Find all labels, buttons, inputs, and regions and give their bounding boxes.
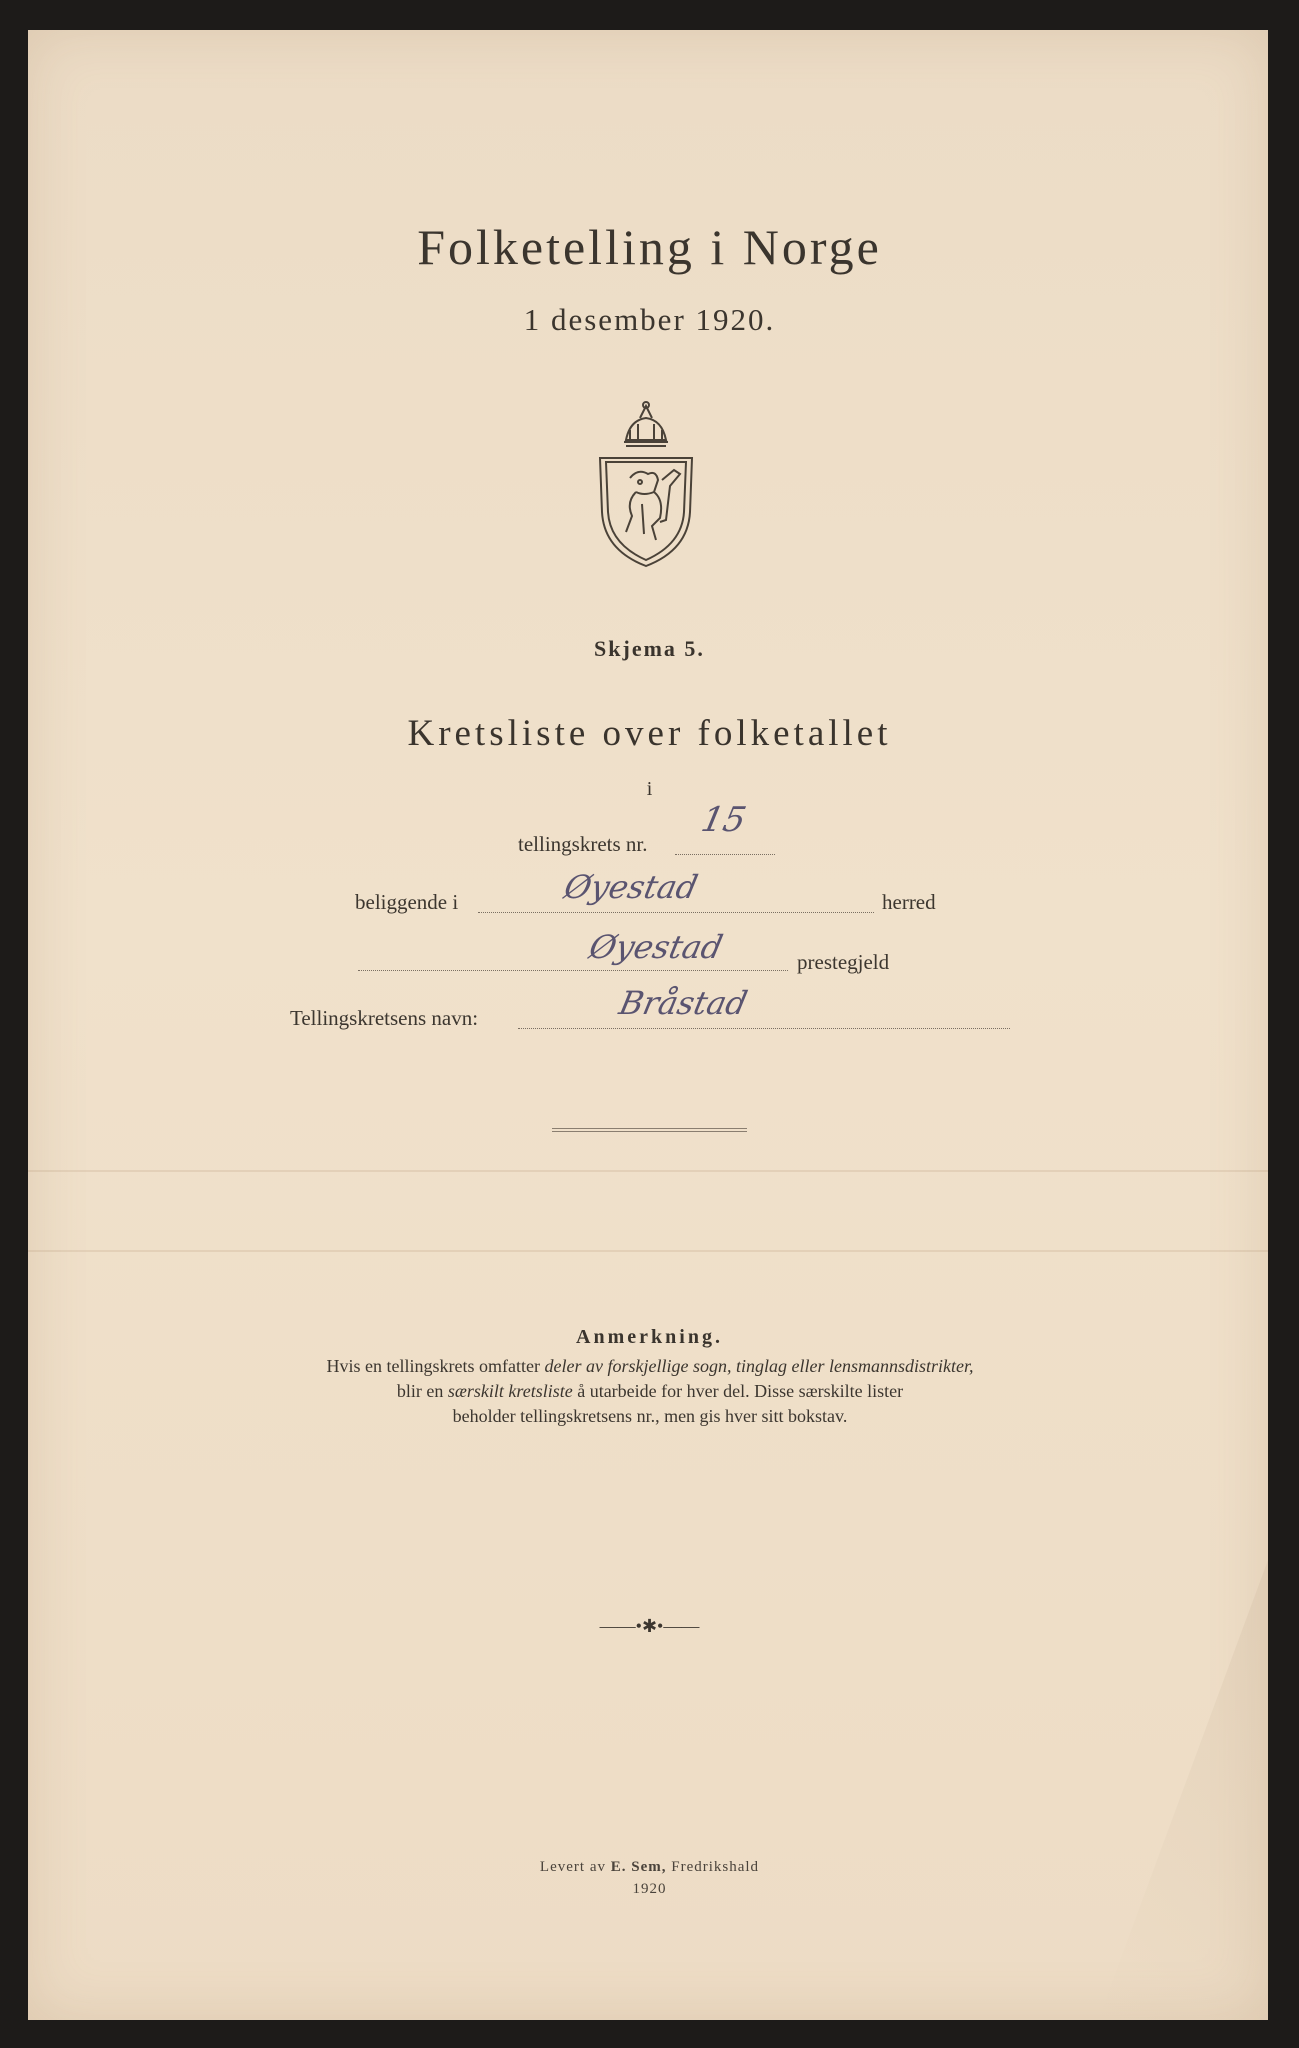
herred-value: Øyestad (560, 868, 702, 906)
document-date: 1 desember 1920. (523, 302, 776, 337)
printer-place: Fredrikshald (666, 1859, 760, 1875)
remark-line-2-c: å utarbeide for hver del. Disse særskilte lister (572, 1381, 904, 1401)
krets-line (675, 854, 775, 855)
navn-value: Bråstad (615, 984, 751, 1022)
printer-year: 1920 (632, 1881, 667, 1897)
remark-line-1-b: deler av forskjellige sogn, tinglag eller lensmannsdistrikter, (544, 1356, 974, 1376)
form-heading: Kretsliste over folketallet (407, 713, 892, 754)
norway-lion-crest-icon (596, 400, 696, 568)
printer-imprint (0, 1856, 1299, 1900)
schema-number: Skjema 5. (594, 636, 705, 661)
krets-label: tellingskrets nr. (518, 832, 648, 856)
connector-text: i (646, 778, 653, 800)
remark-line-1 (200, 1354, 1100, 1379)
herred-line (478, 912, 874, 913)
krets-value: 15 (697, 800, 750, 840)
ornament: ——•✱•—— (599, 1616, 700, 1636)
remark-text (200, 1354, 1100, 1429)
herred-label: herred (882, 890, 936, 914)
remark-line-1-a: Hvis en tellingskrets omfatter (326, 1356, 545, 1376)
prestegjeld-label: prestegjeld (797, 950, 890, 974)
prestegjeld-value: Øyestad (585, 928, 727, 966)
printer-name: E. Sem, (610, 1859, 667, 1875)
printer-prefix: Levert av (539, 1859, 611, 1875)
document-title: Folketelling i Norge (417, 219, 882, 275)
remark-title: Anmerkning. (576, 1326, 723, 1348)
remark-line-2 (200, 1379, 1100, 1404)
fold-line (28, 1250, 1268, 1252)
remark-line-3: beholder tellingskretsens nr., men gis hver sitt bokstav. (452, 1406, 848, 1426)
fold-line (28, 1170, 1268, 1172)
navn-label: Tellingskretsens navn: (290, 1006, 479, 1030)
printer-line (0, 1856, 1299, 1878)
navn-line (518, 1028, 1010, 1029)
beliggende-label: beliggende i (355, 890, 459, 914)
remark-line-2-b: særskilt kretsliste (447, 1381, 573, 1401)
prestegjeld-line (358, 970, 788, 971)
section-divider (552, 1128, 747, 1132)
remark-line-2-a: blir en (396, 1381, 448, 1401)
